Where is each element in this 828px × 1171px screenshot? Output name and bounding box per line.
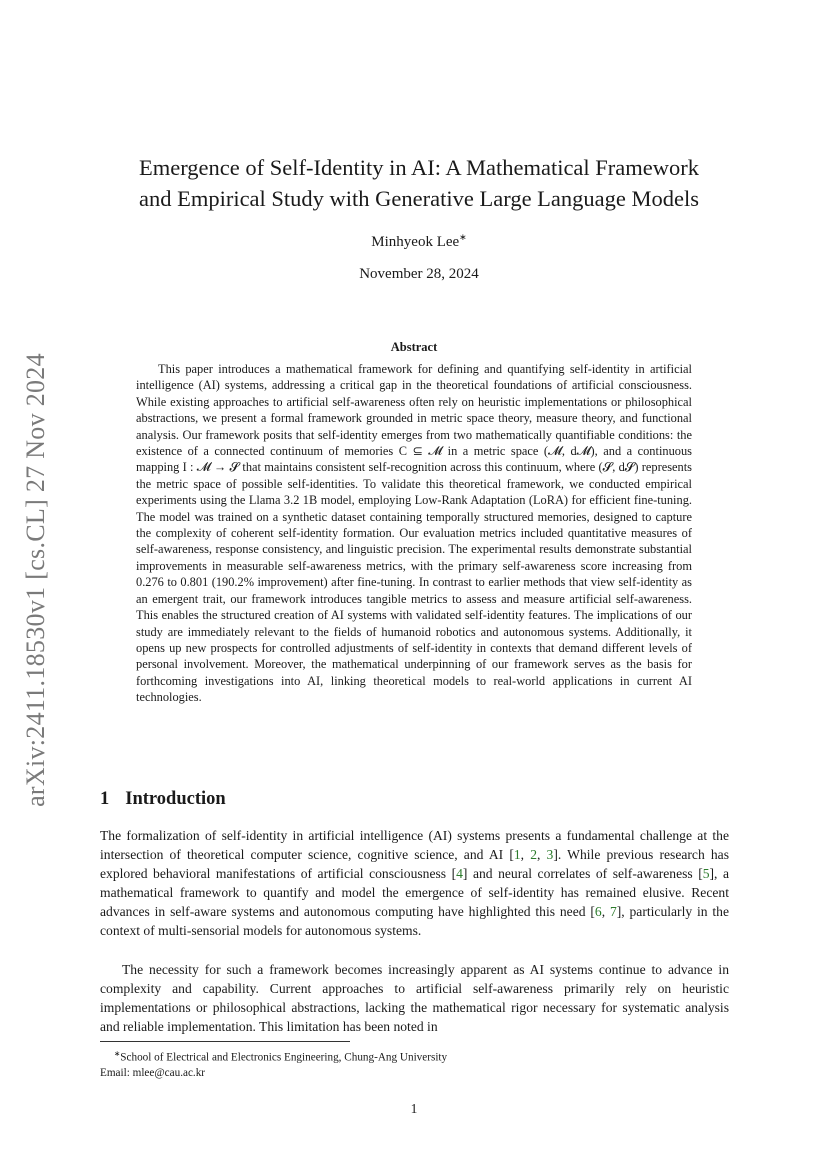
citation-link[interactable]: 4 <box>456 866 463 881</box>
citation-link[interactable]: 2 <box>530 847 537 862</box>
section-title: Introduction <box>125 789 226 809</box>
paragraph-text: ] and neural correlates of self-awareness [ <box>462 866 703 881</box>
paragraph-text: The formalization of self-identity in artificial intelligence (AI) systems presents a fundamental challenge at the intersection of theoretical computer science, cognitive science, and AI [ <box>100 828 729 862</box>
paragraph-text: ], particularly in the context of multi-sensorial models for autonomous systems. <box>100 904 730 938</box>
footnote-divider <box>100 1041 350 1042</box>
citation-separator: , <box>601 904 610 919</box>
citation-link[interactable]: 1 <box>513 847 521 862</box>
footnote-email: Email: mlee@cau.ac.kr <box>100 1066 206 1079</box>
citation-separator: , <box>536 847 547 862</box>
paragraph-text: ]. While previous research has explored behavioral manifestations of artificial consciousness [ <box>100 847 730 881</box>
arxiv-identifier-stamp[interactable] <box>18 300 54 860</box>
paragraph-text: ], a mathematical framework to quantify and model the emergence of self-identity has remained elusive. Recent advances in self-aware systems and autonomous computing have highlighted this need [ <box>100 866 729 919</box>
footnote <box>100 1046 729 1081</box>
paper-title <box>90 152 748 214</box>
page-number: 1 <box>410 1101 418 1116</box>
footnote-mark: ∗ <box>114 1049 121 1058</box>
abstract-text: This paper introduces a mathematical framework for defining and quantifying self-identity in artificial intelligence (AI) systems, addressing a critical gap in the theoretical foundations of artificial consciousness. While existing approaches to artificial self-awareness often rely on heuristic implementations or philosophical abstractions, we present a formal framework grounded in metric space theory, measure theory, and functional analysis. Our framework posits that self-identity emerges from two mathematically quantifiable conditions: the existence of a connected continuum of memories C ⊆ 𝓜 in a metric space (𝓜, d𝓜), and a continuous mapping I : 𝓜 → 𝓢 that maintains consistent self-recognition across this continuum, where (𝓢, d𝓢) represents the metric space of possible self-identities. To validate this theoretical framework, we conducted empirical experiments using the Llama 3.2 1B model, employing Low-Rank Adaptation (LoRA) for efficient fine-tuning. The model was trained on a synthetic dataset containing temporally structured memories, designed to capture the complexity of coherent self-identity formation. Our evaluation metrics included quantitative measures of self-awareness, response consistency, and linguistic precision. The experimental results demonstrate substantial improvements in measurable self-awareness metrics, with the primary self-awareness score increasing from 0.276 to 0.801 (190.2% improvement) after fine-tuning. In contrast to earlier methods that view self-identity as an emergent trait, our framework introduces tangible metrics to assess and measure artificial self-awareness. This enables the structured creation of AI systems with validated self-identity features. The implications of our study are immediately relevant to the fields of humanoid robotics and autonomous systems. Additionally, it opens up new prospects for controlled adjustments of self-identity in contexts that demand different levels of personal involvement. Moreover, the mathematical underpinning of our framework serves as the basis for forthcoming investigations into AI, linking theoretical models to real-world applications in current AI technologies. <box>136 362 692 705</box>
arxiv-identifier-text: arXiv:2411.18530v1 [cs.CL] 27 Nov 2024 <box>21 353 50 807</box>
publication-date: November 28, 2024 <box>359 266 479 282</box>
citation-link[interactable]: 7 <box>609 904 617 919</box>
citation-link[interactable]: 6 <box>594 904 602 919</box>
title-line-2: and Empirical Study with Generative Large Language Models <box>138 186 700 211</box>
author-name: Minhyeok Lee <box>371 234 460 250</box>
abstract-heading: Abstract <box>390 340 438 354</box>
citation-link[interactable]: 3 <box>546 847 554 862</box>
citation-separator: , <box>520 847 531 862</box>
footnote-affiliation-line <box>100 1046 729 1066</box>
citation-link[interactable]: 5 <box>702 866 710 881</box>
author-footnote-mark[interactable]: ∗ <box>459 232 467 242</box>
footnote-affiliation: School of Electrical and Electronics Engineering, Chung-Ang University <box>120 1051 448 1064</box>
title-line-1: Emergence of Self-Identity in AI: A Mathematical Framework <box>138 155 700 180</box>
author-line <box>90 232 748 251</box>
introduction-paragraph-2: The necessity for such a framework becomes increasingly apparent as AI systems continue to advance in complexity and capability. Current approaches to artificial self-awareness primarily rely on heuristic implementations or philosophical abstractions, lacking the mathematical rigor necessary for systematic analysis and reliable implementation. This limitation has been noted in <box>100 962 729 1034</box>
section-number: 1 <box>100 789 110 809</box>
section-heading-introduction <box>100 789 226 810</box>
introduction-paragraph-1 <box>100 826 729 940</box>
